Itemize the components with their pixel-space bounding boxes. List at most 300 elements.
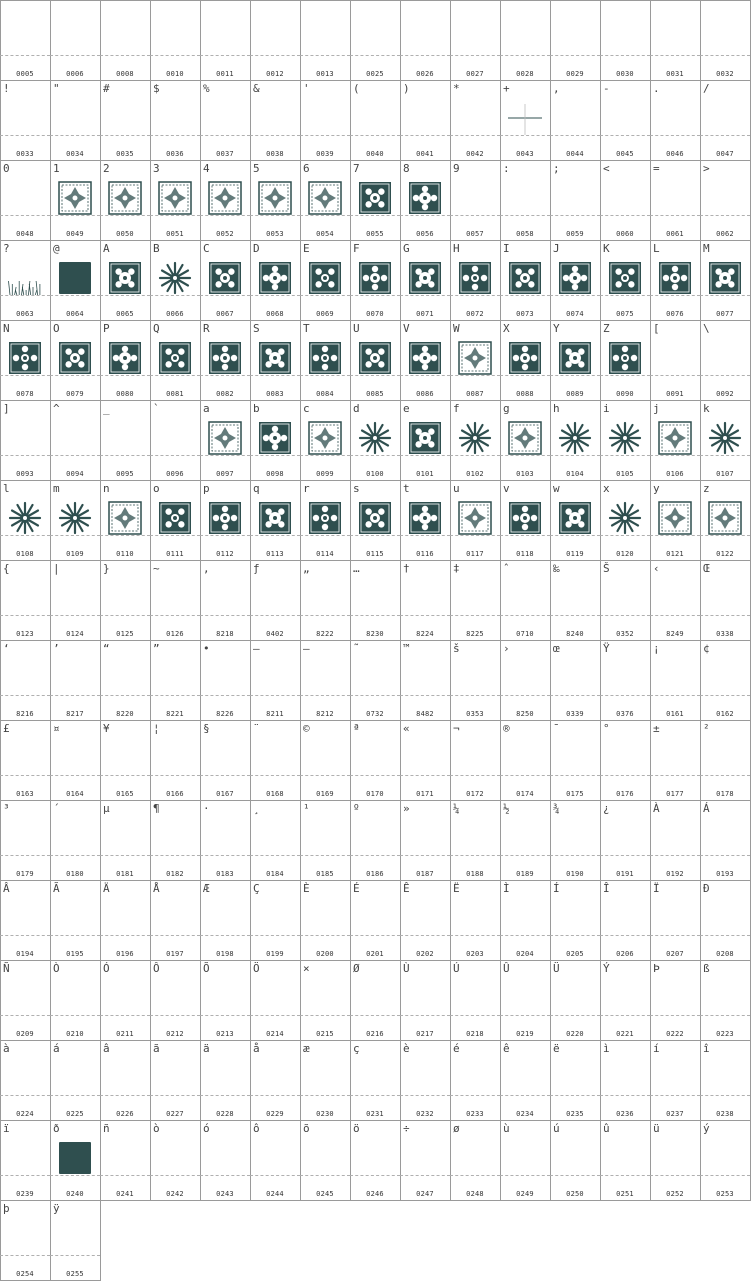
glyph-cell[interactable]	[700, 160, 751, 241]
glyph-cell[interactable]	[700, 960, 751, 1041]
glyph-character: V	[403, 322, 410, 335]
glyph-cell[interactable]	[500, 320, 551, 401]
glyph-cell[interactable]	[550, 800, 601, 881]
glyph-cell[interactable]	[400, 880, 451, 961]
glyph-cell[interactable]	[250, 800, 301, 881]
baseline-guide	[300, 695, 350, 696]
glyph-cell[interactable]	[450, 0, 501, 81]
glyph-cell[interactable]	[600, 400, 651, 481]
glyph-cell[interactable]	[700, 1120, 751, 1201]
glyph-cell[interactable]	[100, 960, 151, 1041]
glyph-cell[interactable]	[500, 160, 551, 241]
ornament-glyph-tile-dark	[608, 261, 642, 295]
glyph-cell[interactable]	[400, 480, 451, 561]
glyph-cell[interactable]	[0, 640, 51, 721]
glyph-cell[interactable]	[650, 240, 701, 321]
baseline-guide	[700, 1095, 750, 1096]
glyph-cell[interactable]	[100, 880, 151, 961]
glyph-cell[interactable]	[350, 480, 401, 561]
glyph-character: 5	[253, 162, 260, 175]
ornament-glyph-rosette-light	[358, 421, 392, 455]
glyph-cell[interactable]	[50, 240, 101, 321]
glyph-cell[interactable]	[100, 640, 151, 721]
glyph-cell[interactable]	[0, 1040, 51, 1121]
glyph-character: Á	[703, 802, 710, 815]
glyph-cell[interactable]	[150, 720, 201, 801]
glyph-code: 0030	[616, 70, 634, 78]
glyph-cell[interactable]	[450, 800, 501, 881]
glyph-cell[interactable]	[500, 400, 551, 481]
glyph-cell[interactable]	[350, 1120, 401, 1201]
glyph-cell[interactable]	[650, 1120, 701, 1201]
glyph-code: 0094	[66, 470, 84, 478]
baseline-guide	[0, 135, 50, 136]
glyph-cell[interactable]	[500, 1040, 551, 1121]
glyph-cell[interactable]	[400, 1040, 451, 1121]
glyph-cell[interactable]	[0, 1200, 51, 1281]
glyph-cell[interactable]	[400, 160, 451, 241]
baseline-guide	[400, 135, 450, 136]
baseline-guide	[700, 615, 750, 616]
glyph-cell[interactable]	[100, 80, 151, 161]
glyph-cell[interactable]	[700, 320, 751, 401]
glyph-cell[interactable]	[500, 640, 551, 721]
glyph-cell[interactable]	[200, 480, 251, 561]
baseline-guide	[350, 1015, 400, 1016]
glyph-cell[interactable]	[200, 960, 251, 1041]
glyph-cell[interactable]	[50, 480, 101, 561]
glyph-cell[interactable]	[650, 560, 701, 641]
glyph-cell[interactable]	[350, 320, 401, 401]
glyph-cell[interactable]	[450, 1120, 501, 1201]
glyph-cell[interactable]	[150, 800, 201, 881]
glyph-code: 0035	[116, 150, 134, 158]
glyph-cell[interactable]	[50, 320, 101, 401]
baseline-guide	[300, 55, 350, 56]
glyph-cell[interactable]	[200, 320, 251, 401]
glyph-cell[interactable]	[400, 640, 451, 721]
glyph-cell[interactable]	[600, 560, 651, 641]
glyph-cell[interactable]	[400, 0, 451, 81]
glyph-cell[interactable]	[100, 1040, 151, 1121]
baseline-guide	[100, 375, 150, 376]
glyph-cell[interactable]	[600, 320, 651, 401]
glyph-cell[interactable]	[150, 1120, 201, 1201]
glyph-cell[interactable]	[250, 0, 301, 81]
glyph-cell[interactable]	[400, 80, 451, 161]
glyph-cell[interactable]	[50, 640, 101, 721]
glyph-cell[interactable]	[250, 160, 301, 241]
glyph-cell[interactable]	[50, 1040, 101, 1121]
glyph-cell[interactable]	[700, 1040, 751, 1121]
glyph-cell[interactable]	[350, 160, 401, 241]
glyph-cell[interactable]	[550, 480, 601, 561]
glyph-cell[interactable]	[300, 400, 351, 481]
glyph-cell[interactable]	[50, 0, 101, 81]
glyph-cell[interactable]	[450, 400, 501, 481]
glyph-cell[interactable]	[350, 400, 401, 481]
glyph-cell[interactable]	[650, 640, 701, 721]
glyph-cell[interactable]	[550, 720, 601, 801]
glyph-cell[interactable]	[650, 400, 701, 481]
ornament-glyph-block	[58, 261, 92, 295]
glyph-cell[interactable]	[50, 80, 101, 161]
glyph-character: A	[103, 242, 110, 255]
glyph-cell[interactable]	[550, 1120, 601, 1201]
glyph-cell[interactable]	[250, 560, 301, 641]
glyph-cell[interactable]	[300, 160, 351, 241]
glyph-cell[interactable]	[550, 880, 601, 961]
glyph-cell[interactable]	[500, 720, 551, 801]
glyph-cell[interactable]	[350, 1040, 401, 1121]
glyph-code: 0037	[216, 150, 234, 158]
glyph-cell[interactable]	[700, 480, 751, 561]
glyph-cell[interactable]	[450, 320, 501, 401]
glyph-cell[interactable]	[500, 480, 551, 561]
glyph-cell[interactable]	[0, 0, 51, 81]
glyph-code: 0196	[116, 950, 134, 958]
glyph-cell[interactable]	[650, 1040, 701, 1121]
glyph-cell[interactable]	[250, 960, 301, 1041]
glyph-cell[interactable]	[650, 0, 701, 81]
glyph-cell[interactable]	[700, 880, 751, 961]
glyph-cell[interactable]	[450, 640, 501, 721]
glyph-cell[interactable]	[200, 1120, 251, 1201]
baseline-guide	[350, 375, 400, 376]
glyph-cell[interactable]	[350, 640, 401, 721]
glyph-cell[interactable]	[600, 240, 651, 321]
glyph-character: M	[703, 242, 710, 255]
glyph-cell[interactable]	[250, 1040, 301, 1121]
glyph-cell[interactable]	[700, 800, 751, 881]
glyph-cell[interactable]	[0, 480, 51, 561]
glyph-cell[interactable]	[0, 560, 51, 641]
baseline-guide	[100, 1175, 150, 1176]
baseline-guide	[600, 775, 650, 776]
glyph-cell[interactable]	[200, 880, 251, 961]
glyph-cell[interactable]	[500, 0, 551, 81]
glyph-cell[interactable]	[350, 240, 401, 321]
glyph-cell[interactable]	[50, 720, 101, 801]
glyph-character: &	[253, 82, 260, 95]
glyph-cell[interactable]	[100, 320, 151, 401]
glyph-code: 0353	[466, 710, 484, 718]
glyph-cell[interactable]	[0, 240, 51, 321]
glyph-cell[interactable]	[300, 880, 351, 961]
glyph-character: »	[403, 802, 410, 815]
glyph-cell[interactable]	[50, 800, 101, 881]
glyph-cell[interactable]	[0, 320, 51, 401]
baseline-guide	[550, 1175, 600, 1176]
glyph-cell[interactable]	[150, 400, 201, 481]
glyph-cell[interactable]	[500, 240, 551, 321]
glyph-cell[interactable]	[100, 0, 151, 81]
ornament-glyph-cross	[508, 101, 542, 135]
glyph-cell[interactable]	[500, 1120, 551, 1201]
glyph-cell[interactable]	[100, 160, 151, 241]
glyph-cell[interactable]	[350, 960, 401, 1041]
glyph-cell[interactable]	[200, 400, 251, 481]
glyph-character: =	[653, 162, 660, 175]
glyph-cell[interactable]	[0, 880, 51, 961]
glyph-cell[interactable]	[350, 0, 401, 81]
glyph-cell[interactable]	[500, 560, 551, 641]
glyph-cell[interactable]	[50, 880, 101, 961]
glyph-cell[interactable]	[50, 400, 101, 481]
glyph-cell[interactable]	[600, 160, 651, 241]
glyph-cell[interactable]	[450, 80, 501, 161]
glyph-cell[interactable]	[300, 720, 351, 801]
glyph-cell[interactable]	[600, 80, 651, 161]
glyph-character: ó	[203, 1122, 210, 1135]
glyph-cell[interactable]	[600, 0, 651, 81]
glyph-cell[interactable]	[150, 560, 201, 641]
glyph-cell[interactable]	[400, 720, 451, 801]
glyph-code: 0186	[366, 870, 384, 878]
glyph-code: 0251	[616, 1190, 634, 1198]
glyph-cell[interactable]	[150, 320, 201, 401]
glyph-cell[interactable]	[650, 320, 701, 401]
glyph-cell[interactable]	[50, 1120, 101, 1201]
glyph-cell[interactable]	[600, 1120, 651, 1201]
glyph-cell[interactable]	[300, 0, 351, 81]
baseline-guide	[450, 935, 500, 936]
glyph-character: Ý	[603, 962, 610, 975]
glyph-cell[interactable]	[300, 800, 351, 881]
baseline-guide	[50, 935, 100, 936]
glyph-code: 0076	[666, 310, 684, 318]
glyph-cell[interactable]	[400, 400, 451, 481]
glyph-cell[interactable]	[600, 880, 651, 961]
glyph-code: 0096	[166, 470, 184, 478]
glyph-character: 8	[403, 162, 410, 175]
glyph-code: 0238	[716, 1110, 734, 1118]
glyph-cell[interactable]	[100, 800, 151, 881]
glyph-cell[interactable]	[350, 880, 401, 961]
baseline-guide	[450, 295, 500, 296]
glyph-cell[interactable]	[200, 240, 251, 321]
glyph-cell[interactable]	[250, 1120, 301, 1201]
glyph-code: 0089	[566, 390, 584, 398]
glyph-cell[interactable]	[400, 800, 451, 881]
glyph-character: ý	[703, 1122, 710, 1135]
glyph-cell[interactable]	[400, 560, 451, 641]
glyph-cell[interactable]	[150, 1040, 201, 1121]
glyph-cell[interactable]	[300, 480, 351, 561]
glyph-cell[interactable]	[400, 1120, 451, 1201]
glyph-cell[interactable]	[100, 240, 151, 321]
glyph-cell[interactable]	[300, 320, 351, 401]
glyph-cell[interactable]	[700, 240, 751, 321]
glyph-code: 0215	[316, 1030, 334, 1038]
glyph-cell[interactable]	[0, 960, 51, 1041]
glyph-cell[interactable]	[600, 640, 651, 721]
glyph-code: 0183	[216, 870, 234, 878]
glyph-cell[interactable]	[700, 80, 751, 161]
glyph-cell[interactable]	[50, 160, 101, 241]
glyph-cell[interactable]	[150, 640, 201, 721]
glyph-code: 0224	[16, 1110, 34, 1118]
ornament-glyph-tile-dark	[358, 261, 392, 295]
glyph-cell[interactable]	[200, 720, 251, 801]
glyph-character: y	[653, 482, 660, 495]
glyph-cell[interactable]	[250, 880, 301, 961]
glyph-cell[interactable]	[450, 880, 501, 961]
glyph-cell[interactable]	[150, 240, 201, 321]
glyph-cell[interactable]	[550, 400, 601, 481]
glyph-cell[interactable]	[300, 960, 351, 1041]
glyph-cell[interactable]	[300, 560, 351, 641]
glyph-cell[interactable]	[650, 800, 701, 881]
glyph-cell[interactable]	[700, 0, 751, 81]
glyph-cell[interactable]	[150, 960, 201, 1041]
glyph-cell[interactable]	[300, 1120, 351, 1201]
baseline-guide	[550, 695, 600, 696]
glyph-cell[interactable]	[200, 560, 251, 641]
glyph-cell[interactable]	[650, 960, 701, 1041]
glyph-cell[interactable]	[0, 800, 51, 881]
glyph-cell[interactable]	[450, 960, 501, 1041]
baseline-guide	[700, 775, 750, 776]
glyph-cell[interactable]	[550, 960, 601, 1041]
glyph-code: 0242	[166, 1190, 184, 1198]
glyph-cell[interactable]	[300, 240, 351, 321]
glyph-cell[interactable]	[700, 560, 751, 641]
glyph-cell[interactable]	[50, 1200, 101, 1281]
glyph-cell[interactable]	[550, 640, 601, 721]
glyph-cell[interactable]	[350, 80, 401, 161]
glyph-cell[interactable]	[250, 720, 301, 801]
glyph-cell[interactable]	[300, 80, 351, 161]
ornament-glyph-tile-dark	[408, 341, 442, 375]
ornament-glyph-tile-dark	[458, 261, 492, 295]
glyph-code: 0027	[466, 70, 484, 78]
glyph-cell[interactable]	[200, 640, 251, 721]
glyph-character: #	[103, 82, 110, 95]
glyph-cell[interactable]	[550, 1040, 601, 1121]
glyph-cell[interactable]	[450, 160, 501, 241]
glyph-character: ö	[353, 1122, 360, 1135]
glyph-cell[interactable]	[350, 560, 401, 641]
glyph-cell[interactable]	[200, 0, 251, 81]
baseline-guide	[300, 1095, 350, 1096]
glyph-cell[interactable]	[300, 1040, 351, 1121]
glyph-cell[interactable]	[550, 240, 601, 321]
glyph-cell[interactable]	[50, 960, 101, 1041]
glyph-cell[interactable]	[150, 880, 201, 961]
ornament-glyph-tile-dark	[608, 341, 642, 375]
glyph-cell[interactable]	[0, 80, 51, 161]
glyph-cell[interactable]	[400, 320, 451, 401]
glyph-cell[interactable]	[700, 720, 751, 801]
glyph-cell[interactable]	[500, 960, 551, 1041]
glyph-cell[interactable]	[550, 0, 601, 81]
glyph-cell[interactable]	[550, 560, 601, 641]
baseline-guide	[500, 1095, 550, 1096]
glyph-code: 0013	[316, 70, 334, 78]
glyph-cell[interactable]	[250, 400, 301, 481]
glyph-cell[interactable]	[600, 720, 651, 801]
glyph-cell[interactable]	[450, 480, 501, 561]
glyph-cell[interactable]	[500, 880, 551, 961]
glyph-code: 0189	[516, 870, 534, 878]
glyph-cell[interactable]	[600, 480, 651, 561]
glyph-cell[interactable]	[150, 80, 201, 161]
glyph-cell[interactable]	[600, 1040, 651, 1121]
glyph-cell[interactable]	[0, 720, 51, 801]
glyph-cell[interactable]	[200, 1040, 251, 1121]
glyph-cell[interactable]	[100, 400, 151, 481]
glyph-cell[interactable]	[550, 80, 601, 161]
glyph-cell[interactable]	[650, 480, 701, 561]
glyph-cell[interactable]	[250, 320, 301, 401]
glyph-cell[interactable]	[600, 960, 651, 1041]
glyph-cell[interactable]	[200, 80, 251, 161]
glyph-character: ø	[453, 1122, 460, 1135]
glyph-cell[interactable]	[100, 1120, 151, 1201]
glyph-cell[interactable]	[350, 800, 401, 881]
glyph-cell[interactable]	[0, 1120, 51, 1201]
glyph-cell[interactable]	[150, 0, 201, 81]
glyph-code: 0082	[216, 390, 234, 398]
glyph-cell[interactable]	[700, 640, 751, 721]
glyph-character: U	[353, 322, 360, 335]
glyph-cell[interactable]	[100, 720, 151, 801]
baseline-guide	[600, 295, 650, 296]
glyph-cell[interactable]	[550, 160, 601, 241]
baseline-guide	[100, 535, 150, 536]
glyph-cell[interactable]	[150, 160, 201, 241]
glyph-cell[interactable]	[250, 480, 301, 561]
glyph-cell[interactable]	[100, 480, 151, 561]
glyph-cell[interactable]	[550, 320, 601, 401]
glyph-cell[interactable]	[450, 240, 501, 321]
glyph-code: 0197	[166, 950, 184, 958]
glyph-cell[interactable]	[600, 800, 651, 881]
baseline-guide	[600, 695, 650, 696]
glyph-code: 0011	[216, 70, 234, 78]
glyph-character: ´	[53, 802, 60, 815]
glyph-character: °	[603, 722, 610, 735]
glyph-cell[interactable]	[650, 80, 701, 161]
glyph-cell[interactable]	[0, 160, 51, 241]
glyph-cell[interactable]	[250, 640, 301, 721]
glyph-cell[interactable]	[250, 80, 301, 161]
glyph-cell[interactable]	[650, 720, 701, 801]
glyph-cell[interactable]	[300, 640, 351, 721]
glyph-cell[interactable]	[500, 800, 551, 881]
glyph-cell[interactable]	[50, 560, 101, 641]
glyph-cell[interactable]	[200, 800, 251, 881]
glyph-cell[interactable]	[400, 960, 451, 1041]
glyph-cell[interactable]	[450, 720, 501, 801]
glyph-cell[interactable]	[150, 480, 201, 561]
glyph-cell[interactable]	[650, 160, 701, 241]
glyph-cell[interactable]	[700, 400, 751, 481]
glyph-cell[interactable]	[250, 240, 301, 321]
glyph-cell[interactable]	[100, 560, 151, 641]
glyph-character: Æ	[203, 882, 210, 895]
glyph-cell[interactable]	[450, 560, 501, 641]
glyph-cell[interactable]	[0, 400, 51, 481]
glyph-cell[interactable]	[500, 80, 551, 161]
glyph-cell[interactable]	[200, 160, 251, 241]
baseline-guide	[0, 1095, 50, 1096]
glyph-cell[interactable]	[450, 1040, 501, 1121]
glyph-cell[interactable]	[400, 240, 451, 321]
glyph-cell[interactable]	[650, 880, 701, 961]
glyph-cell[interactable]	[350, 720, 401, 801]
